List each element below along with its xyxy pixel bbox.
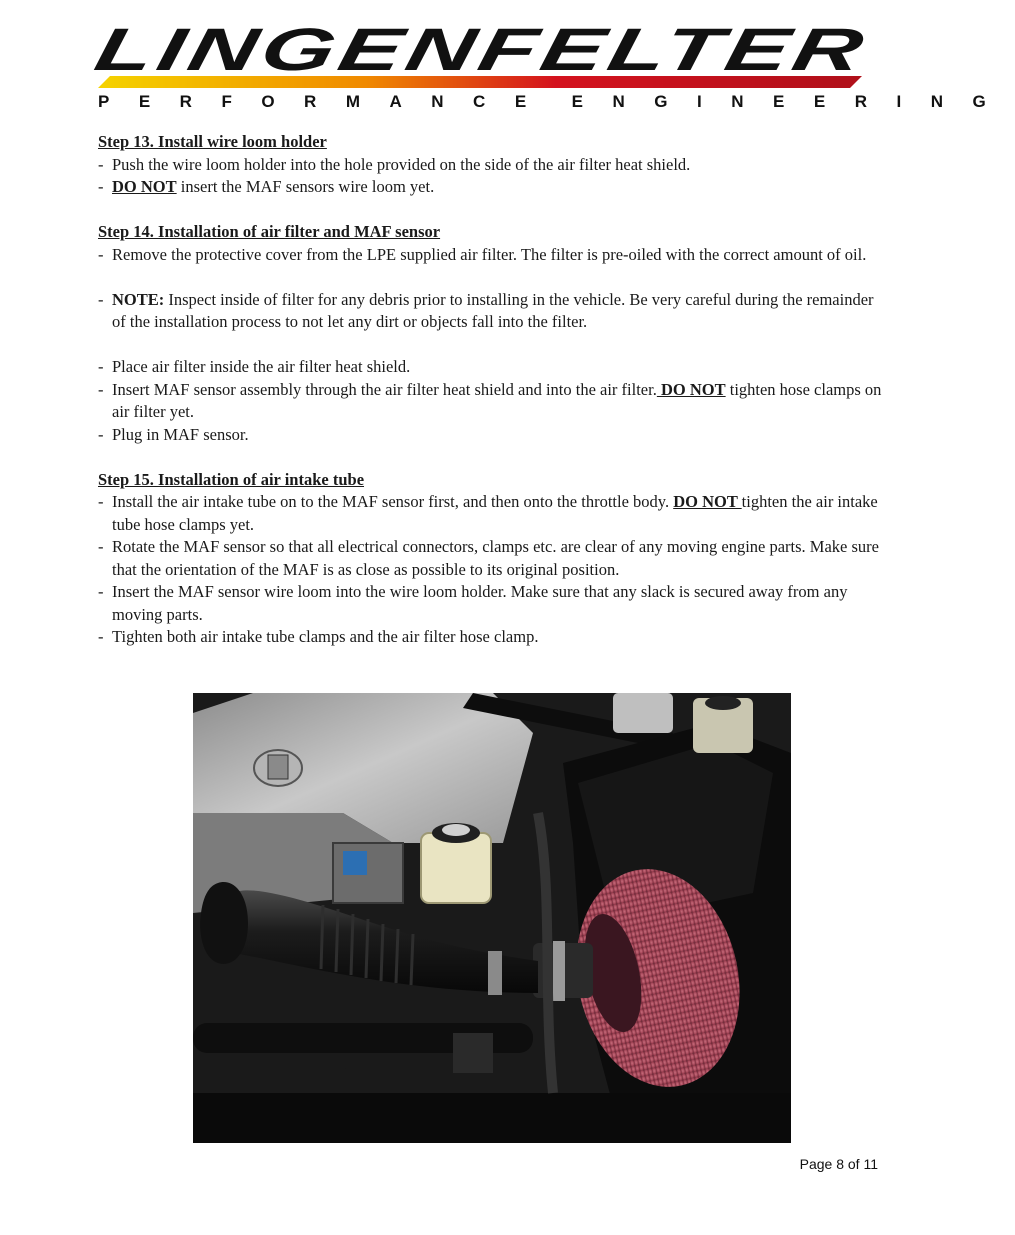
logo-tagline: PERFORMANCE ENGINEERING xyxy=(98,92,1015,111)
logo-wordmark: LINGENFELTER xyxy=(89,15,596,83)
list-item: - Install the air intake tube on to the MAF sensor first, and then onto the throttle body. DO NOT tighten the air intake tube hose clamps yet. xyxy=(98,492,878,534)
page-number: Page 8 of 11 xyxy=(799,1156,878,1172)
list-item: - Tighten both air intake tube clamps and the air filter hose clamp. xyxy=(98,627,539,646)
list-item: - Insert MAF sensor assembly through the air filter heat shield and into the air filter. DO NOT tighten hose clamps on air filter yet. xyxy=(98,379,882,421)
page-header xyxy=(0,0,1015,120)
list-item: - NOTE: Inspect inside of filter for any debris prior to installing in the vehicle. Be very careful during the remainder of the installation process to not let any dirt or objects fall into the filter. xyxy=(98,289,874,331)
list-item: - Place air filter inside the air filter heat shield. xyxy=(98,357,411,376)
lingenfelter-logo xyxy=(0,0,954,92)
list-item: - Remove the protective cover from the LPE supplied air filter. The filter is pre-oiled with the correct amount of oil. xyxy=(98,244,867,264)
list-item: - Insert the MAF sensor wire loom into the wire loom holder. Make sure that any slack is secured away from any moving parts. xyxy=(98,582,848,624)
engine-photo-illustration xyxy=(193,693,791,1143)
list-item: - DO NOT insert the MAF sensors wire loom yet. xyxy=(98,177,435,196)
list-item: - Plug in MAF sensor. xyxy=(98,424,249,444)
engine-bay-photo xyxy=(193,693,791,1143)
instructions-body xyxy=(98,131,888,649)
list-item: - Push the wire loom holder into the hole provided on the side of the air filter heat shield. xyxy=(98,154,691,174)
step-15-title: Step 15. Installation of air intake tube xyxy=(98,469,365,489)
list-item: - Rotate the MAF sensor so that all electrical connectors, clamps etc. are clear of any moving engine parts. Make sure that the orientation of the MAF is as close as possible to its original position. xyxy=(98,537,879,579)
step-14-title: Step 14. Installation of air filter and MAF sensor xyxy=(98,222,441,241)
step-13-title: Step 13. Install wire loom holder xyxy=(98,132,327,151)
